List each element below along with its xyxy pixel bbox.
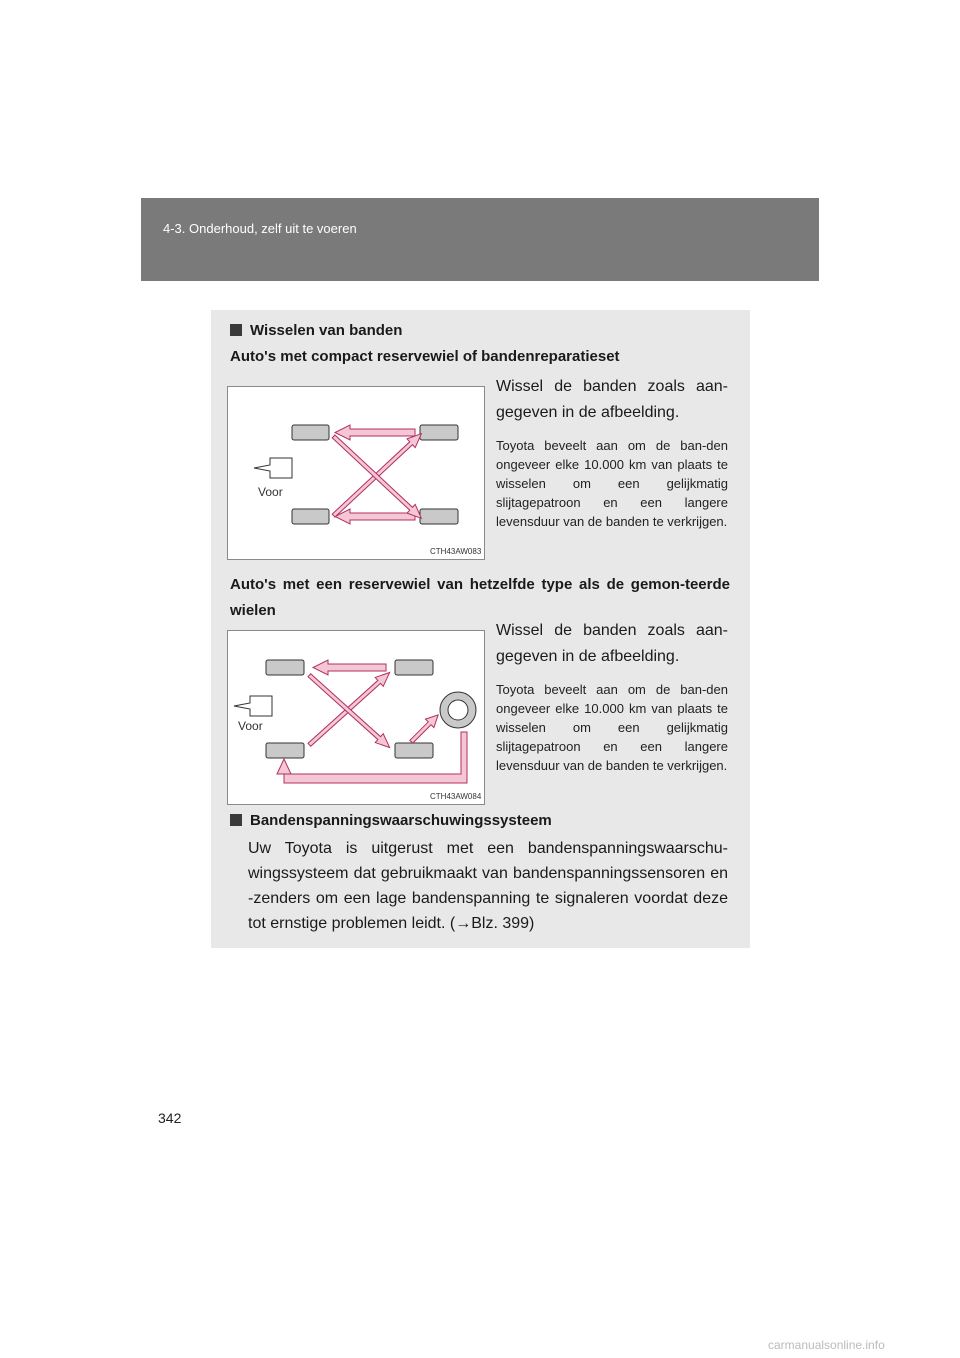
fullsize-heading: Auto's met een reservewiel van hetzelfde type als de gemon-teerde wielen bbox=[230, 576, 730, 619]
front-label: Voor bbox=[258, 485, 283, 499]
front-direction-arrow bbox=[234, 696, 272, 716]
spare-tire-inner bbox=[448, 700, 468, 720]
compact-note: Toyota beveelt aan om de ban-den ongeveer elke 10.000 km van plaats te wisselen om een gelijkmatig slijtagepatroon en een langere levensduur van de banden te verkrijgen. bbox=[496, 438, 728, 529]
section-header-title: 4-3. Onderhoud, zelf uit te voeren bbox=[163, 221, 357, 236]
arrow-bottom-horizontal bbox=[335, 509, 415, 524]
figure-code: CTH43AW083 bbox=[430, 547, 482, 556]
arrow-to-spare bbox=[407, 711, 442, 746]
content-panel bbox=[211, 310, 750, 948]
bullet-square-icon bbox=[230, 324, 242, 336]
rotation-figure-fullsize bbox=[227, 630, 485, 805]
tire-front-left bbox=[266, 660, 304, 675]
compact-heading: Auto's met compact reservewiel of bandenreparatieset bbox=[230, 348, 620, 365]
tpms-body: Uw Toyota is uitgerust met een bandenspanningswaarschu-wingssysteem dat gebruikmaakt van bandenspanningssensoren en -zenders om een lage bandenspanning te signaleren voordat deze tot ernstige problemen leidt. (→Blz. 399) bbox=[248, 840, 728, 932]
rotation-diagram-fullsize bbox=[228, 631, 484, 804]
arrow-top-horizontal bbox=[313, 660, 386, 675]
tire-rear-left bbox=[395, 660, 433, 675]
section-header-bar bbox=[141, 198, 819, 281]
rotation-section-title bbox=[230, 322, 402, 339]
arrow-top-horizontal bbox=[335, 425, 415, 440]
arrow-spare-loop-head bbox=[277, 759, 291, 774]
page-number: 342 bbox=[158, 1110, 182, 1126]
front-direction-arrow bbox=[254, 458, 292, 478]
tire-front-right bbox=[266, 743, 304, 758]
figure-code: CTH43AW084 bbox=[430, 792, 482, 801]
rotation-title-text: Wisselen van banden bbox=[250, 322, 403, 339]
bullet-square-icon bbox=[230, 814, 242, 826]
tpms-title-text: Bandenspanningswaarschuwingssysteem bbox=[250, 812, 552, 829]
tpms-section-title bbox=[230, 812, 552, 829]
tire-front-left bbox=[292, 425, 329, 440]
tire-front-right bbox=[292, 509, 329, 524]
fullsize-note: Toyota beveelt aan om de ban-den ongeveer elke 10.000 km van plaats te wisselen om een gelijkmatig slijtagepatroon en een langere levensduur van de banden te verkrijgen. bbox=[496, 682, 728, 773]
rotation-diagram-compact bbox=[228, 387, 484, 559]
tire-rear-right bbox=[395, 743, 433, 758]
rotation-figure-compact bbox=[227, 386, 485, 560]
compact-instruction: Wissel de banden zoals aan-gegeven in de afbeelding. bbox=[496, 378, 728, 421]
tire-rear-right bbox=[420, 509, 458, 524]
tire-rear-left bbox=[420, 425, 458, 440]
front-label: Voor bbox=[238, 719, 263, 733]
fullsize-instruction: Wissel de banden zoals aan-gegeven in de afbeelding. bbox=[496, 622, 728, 665]
watermark: carmanualsonline.info bbox=[768, 1338, 885, 1352]
